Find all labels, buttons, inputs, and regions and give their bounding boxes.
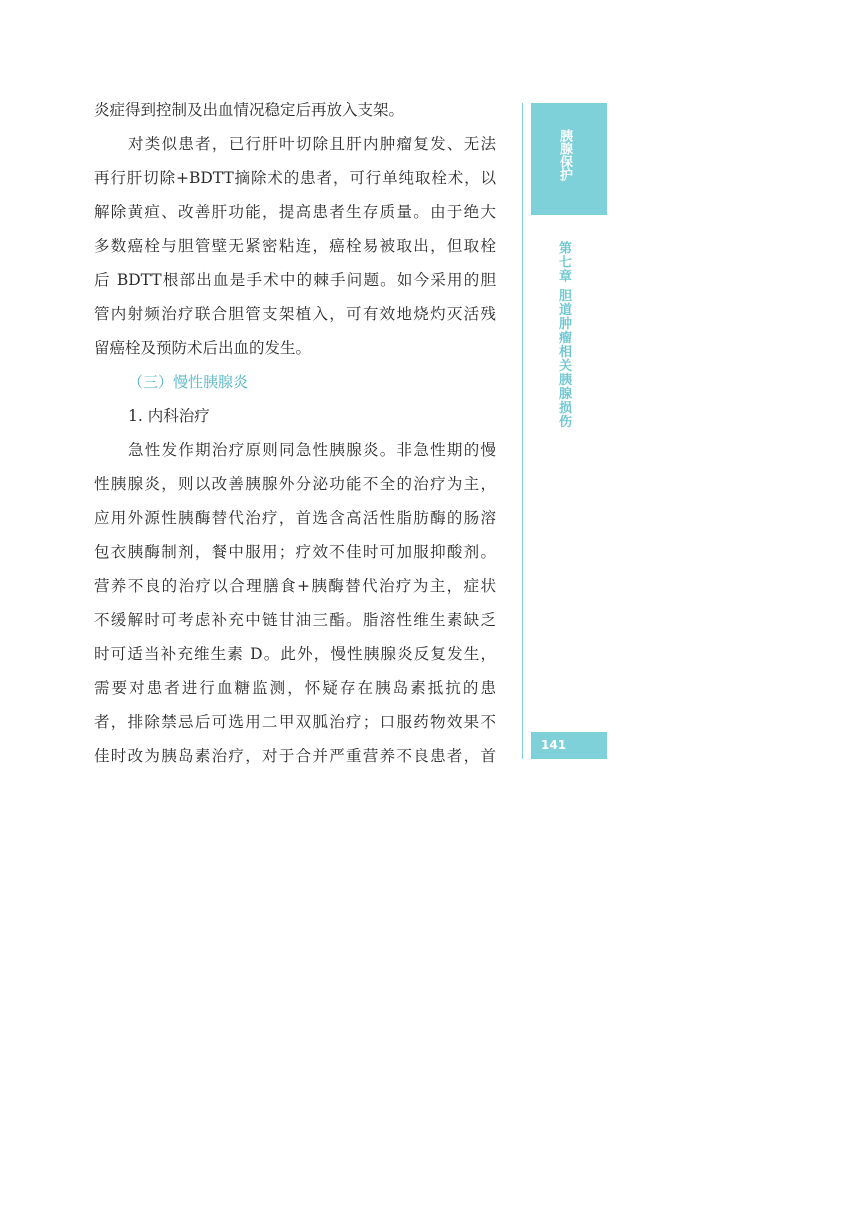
page-number-box [531, 732, 607, 759]
paragraph-line: 时可适当补充维生素 D。此外，慢性胰腺炎反复发生， [94, 645, 496, 663]
section-heading: （三）慢性胰腺炎 [128, 373, 249, 391]
paragraph-line: 包衣胰酶制剂，餐中服用；疗效不佳时可加服抑酸剂。 [94, 543, 496, 561]
chapter-label: 第七章 胆道肿瘤相关胰腺损伤 [556, 241, 571, 429]
paragraph-line: 对类似患者，已行肝叶切除且肝内肿瘤复发、无法 [128, 135, 496, 153]
section-tab [531, 103, 607, 215]
paragraph-line: 多数癌栓与胆管壁无紧密粘连，癌栓易被取出，但取栓 [94, 237, 496, 255]
paragraph-line: 后 BDTT根部出血是手术中的棘手问题。如今采用的胆 [94, 271, 496, 289]
paragraph-line: 需要对患者进行血糖监测，怀疑存在胰岛素抵抗的患 [94, 679, 496, 697]
paragraph-line: 留癌栓及预防术后出血的发生。 [94, 339, 312, 357]
paragraph-line: 应用外源性胰酶替代治疗，首选含高活性脂肪酶的肠溶 [94, 509, 496, 527]
section-tab-label: 胰腺保护 [557, 129, 572, 181]
paragraph-line: 不缓解时可考虑补充中链甘油三酯。脂溶性维生素缺乏 [94, 611, 496, 629]
paragraph-line: 急性发作期治疗原则同急性胰腺炎。非急性期的慢 [128, 441, 496, 459]
paragraph-line: 解除黄疸、改善肝功能，提高患者生存质量。由于绝大 [94, 203, 496, 221]
paragraph-line: 炎症得到控制及出血情况稳定后再放入支架。 [94, 101, 405, 119]
paragraph-line: 性胰腺炎，则以改善胰腺外分泌功能不全的治疗为主， [94, 475, 496, 493]
paragraph-line: 管内射频治疗联合胆管支架植入，可有效地烧灼灭活残 [94, 305, 496, 323]
paragraph-line: 者，排除禁忌后可选用二甲双胍治疗；口服药物效果不 [94, 713, 496, 731]
subsection-heading: 1. 内科治疗 [128, 407, 210, 425]
paragraph-line: 佳时改为胰岛素治疗，对于合并严重营养不良患者，首 [94, 747, 496, 765]
page-number: 141 [541, 738, 567, 752]
paragraph-line: 营养不良的治疗以合理膳食+胰酶替代治疗为主，症状 [94, 577, 496, 595]
margin-divider [522, 103, 523, 759]
paragraph-line: 再行肝切除+BDTT摘除术的患者，可行单纯取栓术，以 [94, 169, 496, 187]
